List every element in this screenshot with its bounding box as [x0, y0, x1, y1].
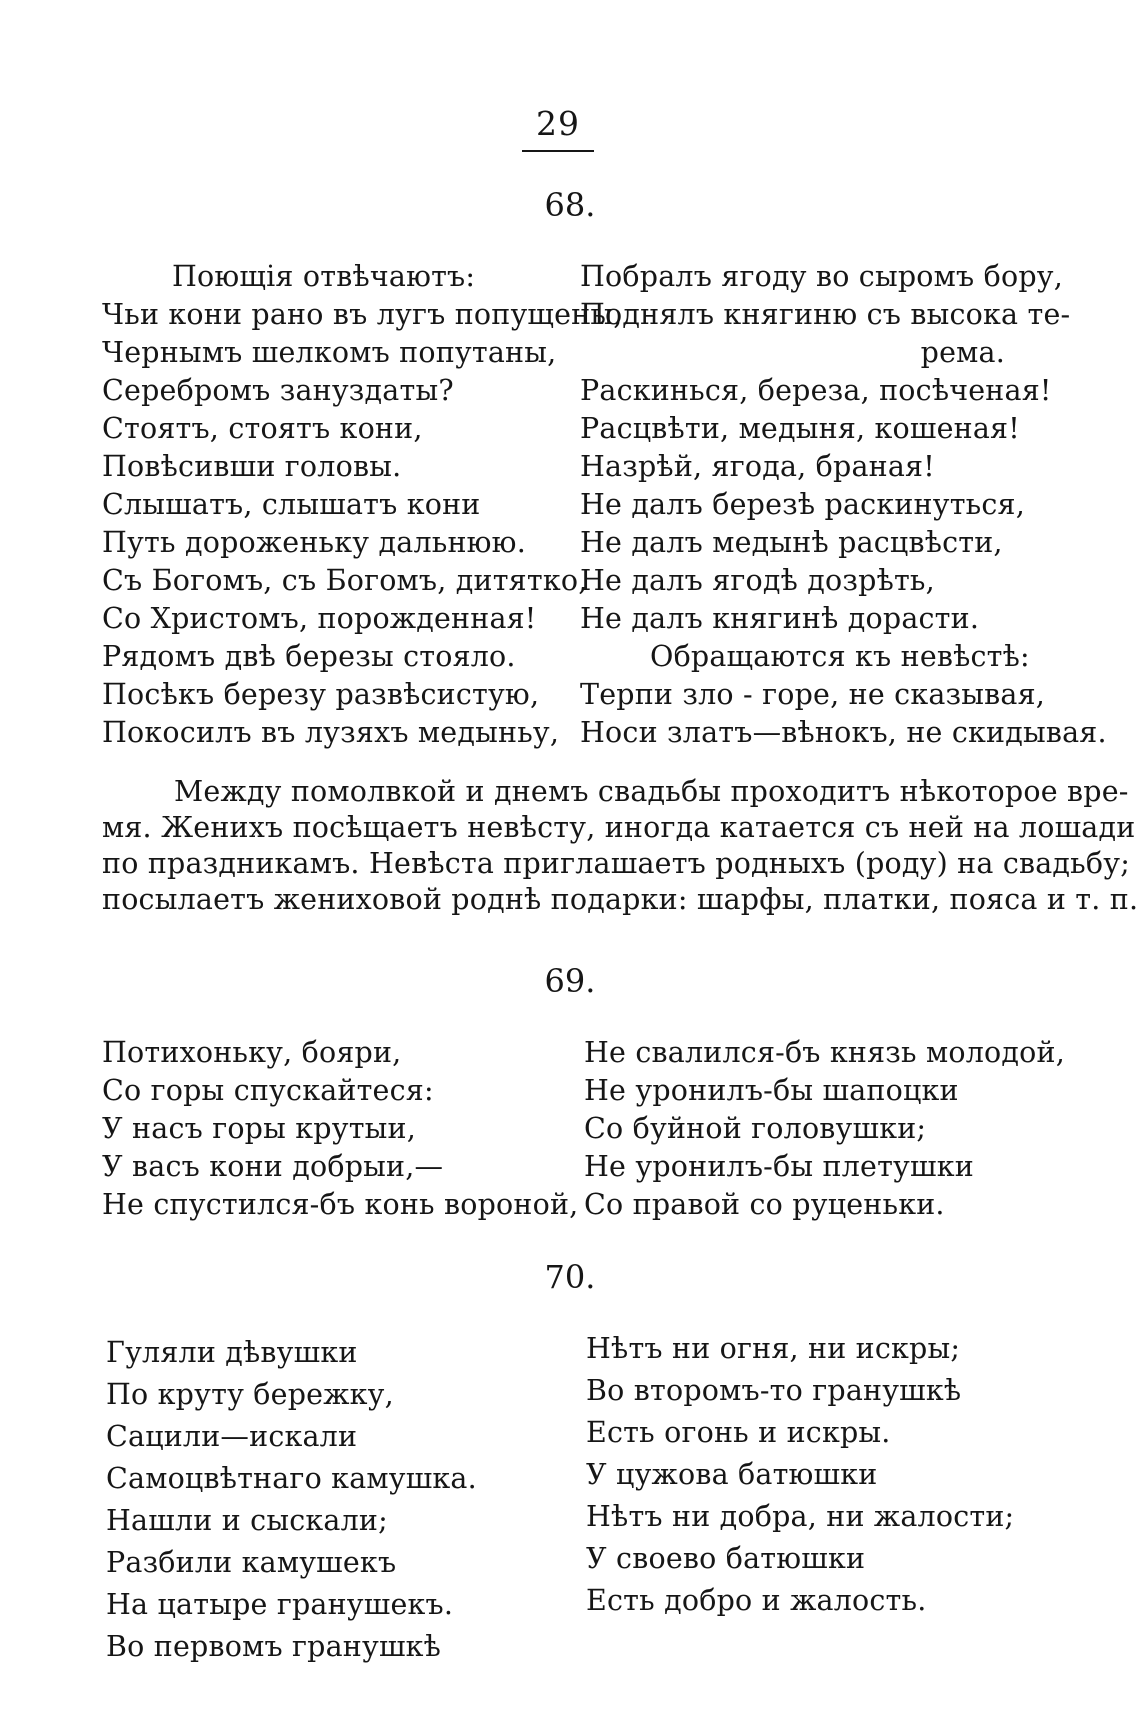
verse-line: Со горы спускайтеся:: [102, 1074, 434, 1107]
song-69-right-column: [584, 1034, 1065, 1224]
verse-line: Посѣкъ березу развѣсистую,: [102, 678, 540, 711]
verse-line: Назрѣй, ягода, браная!: [580, 450, 935, 483]
song-70-number: 70.: [544, 1258, 596, 1296]
verse-line: Нашли и сыскали;: [106, 1504, 388, 1537]
verse-line: Есть добро и жалость.: [586, 1584, 927, 1617]
verse-line: Расцвѣти, медыня, кошеная!: [580, 412, 1020, 445]
verse-line: Не свалился-бъ князь молодой,: [584, 1036, 1065, 1069]
verse-line: Слышатъ, слышатъ кони: [102, 488, 481, 521]
verse-line: Потихоньку, бояри,: [102, 1036, 402, 1069]
prose-line: Между помолвкой и днемъ свадьбы проходитъ нѣкоторое вре-: [174, 775, 1129, 808]
verse-line: Чернымъ шелкомъ попутаны,: [102, 336, 557, 369]
verse-line: Есть огонь и искры.: [586, 1416, 891, 1449]
verse-line: Стоятъ, стоятъ кони,: [102, 412, 423, 445]
verse-line: Поющія отвѣчаютъ:: [172, 260, 476, 293]
prose-paragraph: [102, 774, 1139, 918]
verse-line: Со правой со руценьки.: [584, 1188, 945, 1221]
verse-line: Не спустился-бъ конь вороной,: [102, 1188, 579, 1221]
song-69-number: 69.: [544, 962, 596, 1000]
prose-line: мя. Женихъ посѣщаетъ невѣсту, иногда катается съ ней на лошади: [102, 811, 1136, 844]
verse-line: У своево батюшки: [586, 1542, 866, 1575]
verse-line: У васъ кони добрыи,—: [102, 1150, 444, 1183]
verse-line: Не уронилъ-бы плетушки: [584, 1150, 974, 1183]
verse-line: Со буйной головушки;: [584, 1112, 927, 1145]
song-68-right-column: [580, 258, 1107, 752]
verse-line: Со Христомъ, порожденная!: [102, 602, 537, 635]
verse-line: Путь дороженьку дальнюю.: [102, 526, 526, 559]
song-68-number: 68.: [544, 186, 596, 224]
verse-line: Рядомъ двѣ березы стояло.: [102, 640, 516, 673]
verse-line: У насъ горы крутыи,: [102, 1112, 417, 1145]
verse-line: Терпи зло - горе, не сказывая,: [580, 678, 1046, 711]
page-number-rule: [522, 150, 594, 152]
verse-line: Во второмъ-то гранушкѣ: [586, 1374, 962, 1407]
page-number: 29: [536, 104, 580, 143]
verse-line: Гуляли дѣвушки: [106, 1336, 358, 1369]
verse-line-continuation: рема.: [920, 336, 1005, 369]
verse-line: Нѣтъ ни огня, ни искры;: [586, 1332, 961, 1365]
verse-line: Во первомъ гранушкѣ: [106, 1630, 442, 1663]
verse-line: У цужова батюшки: [586, 1458, 878, 1491]
verse-line: Повѣсивши головы.: [102, 450, 402, 483]
verse-line: Самоцвѣтнаго камушка.: [106, 1462, 477, 1495]
verse-line: Носи златъ—вѣнокъ, не скидывая.: [580, 716, 1107, 749]
song-69-left-column: [102, 1034, 579, 1224]
verse-line: Поднялъ княгиню съ высока те-: [580, 298, 1071, 331]
verse-line: Сацили—искали: [106, 1420, 358, 1453]
verse-line: Не далъ березѣ раскинуться,: [580, 488, 1025, 521]
verse-line: Не далъ медынѣ расцвѣсти,: [580, 526, 1003, 559]
verse-line: Нѣтъ ни добра, ни жалости;: [586, 1500, 1015, 1533]
verse-line: Раскинься, береза, посѣченая!: [580, 374, 1052, 407]
verse-line: Побралъ ягоду во сыромъ бору,: [580, 260, 1064, 293]
prose-line: посылаетъ жениховой роднѣ подарки: шарфы, платки, пояса и т. п.: [102, 883, 1139, 916]
verse-line: По круту бережку,: [106, 1378, 394, 1411]
verse-line: Не далъ княгинѣ дорасти.: [580, 602, 980, 635]
verse-line: Чьи кони рано въ лугъ попущены,: [102, 298, 623, 331]
verse-line: Съ Богомъ, съ Богомъ, дитятко,: [102, 564, 588, 597]
verse-line: На цатыре гранушекъ.: [106, 1588, 454, 1621]
verse-line: Разбили камушекъ: [106, 1546, 397, 1579]
prose-line: по праздникамъ. Невѣста приглашаетъ родныхъ (роду) на свадьбу;: [102, 847, 1131, 880]
song-68-left-column: [102, 258, 623, 752]
song-70-right-column: [586, 1328, 1026, 1622]
verse-line: Серебромъ зануздаты?: [102, 374, 454, 407]
stage-direction: Обращаются къ невѣстѣ:: [650, 640, 1030, 673]
song-70-left-column: [106, 1332, 576, 1668]
verse-line: Не уронилъ-бы шапоцки: [584, 1074, 959, 1107]
verse-line: Не далъ ягодѣ дозрѣть,: [580, 564, 935, 597]
verse-line: Покосилъ въ лузяхъ медыньу,: [102, 716, 560, 749]
